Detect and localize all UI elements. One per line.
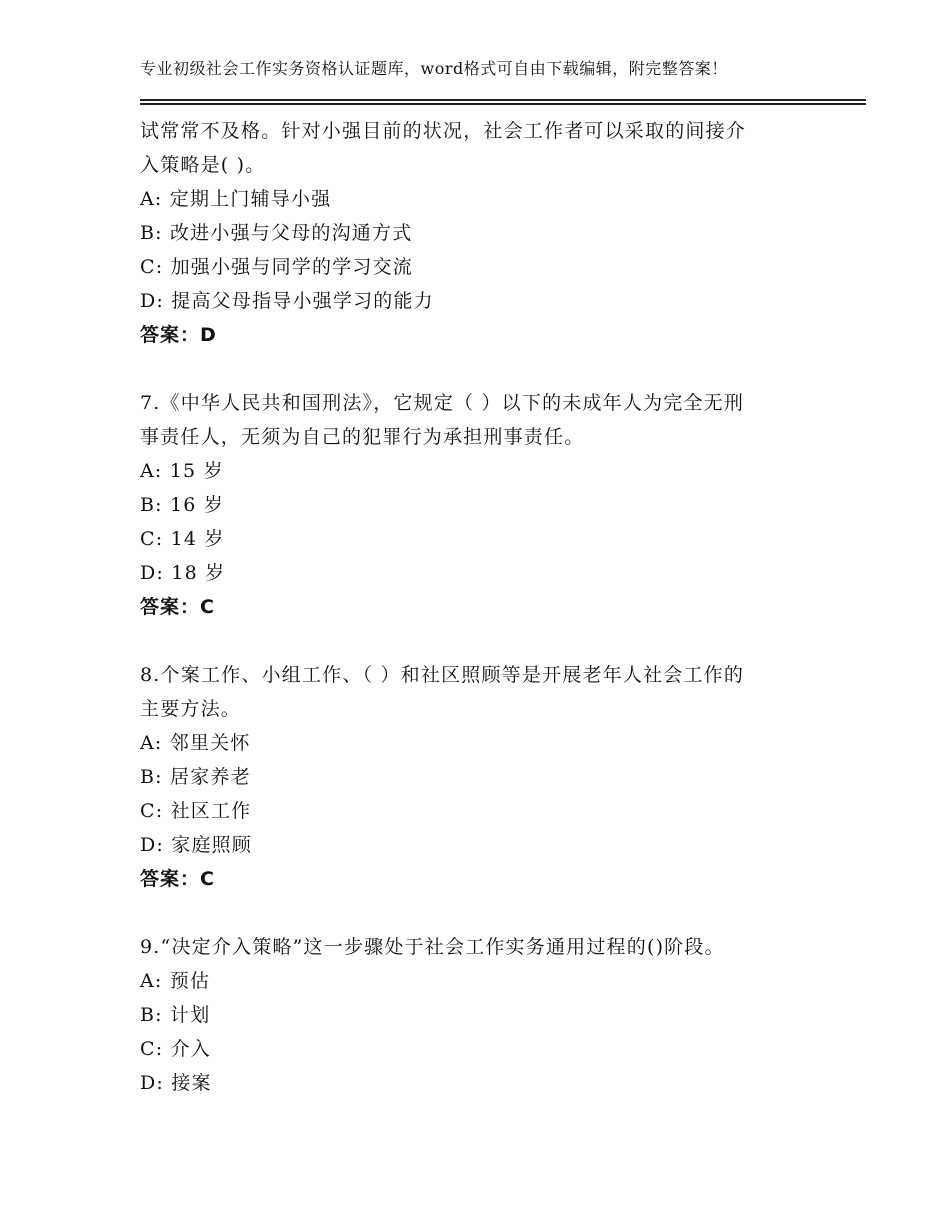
header-rule-top xyxy=(140,99,866,101)
option-a: A: 15 岁 xyxy=(140,460,224,482)
question-6 xyxy=(140,114,840,352)
option-b: B: 16 岁 xyxy=(140,494,225,516)
question-8 xyxy=(140,658,840,896)
option-d: D: 家庭照顾 xyxy=(140,834,253,856)
question-stem-line: 主要方法。 xyxy=(140,698,242,720)
question-stem-line: 9.“决定介入策略”这一步骤处于社会工作实务通用过程的()阶段。 xyxy=(140,936,725,958)
option-a: A: 定期上门辅导小强 xyxy=(140,188,332,210)
question-9 xyxy=(140,930,840,1100)
question-stem-line: 试常常不及格。针对小强目前的状况，社会工作者可以采取的间接介 xyxy=(140,120,747,142)
spacer xyxy=(140,624,840,658)
option-d: D: 提高父母指导小强学习的能力 xyxy=(140,290,434,312)
spacer xyxy=(140,352,840,386)
option-b: B: 计划 xyxy=(140,1004,211,1026)
question-stem-line: 事责任人，无须为自己的犯罪行为承担刑事责任。 xyxy=(140,426,585,448)
question-content xyxy=(140,114,840,1100)
option-c: C: 加强小强与同学的学习交流 xyxy=(140,256,413,278)
option-b: B: 居家养老 xyxy=(140,766,251,788)
option-d: D: 18 岁 xyxy=(140,562,226,584)
question-stem-line: 7.《中华人民共和国刑法》，它规定（ ）以下的未成年人为完全无刑 xyxy=(140,392,745,414)
answer-label: 答案：D xyxy=(140,324,217,346)
option-b: B: 改进小强与父母的沟通方式 xyxy=(140,222,413,244)
answer-label: 答案：C xyxy=(140,868,215,890)
option-a: A: 邻里关怀 xyxy=(140,732,251,754)
option-d: D: 接案 xyxy=(140,1072,212,1094)
option-c: C: 社区工作 xyxy=(140,800,252,822)
question-stem-line: 8.个案工作、小组工作、（ ）和社区照顾等是开展老年人社会工作的 xyxy=(140,664,745,686)
spacer xyxy=(140,896,840,930)
answer-label: 答案：C xyxy=(140,596,215,618)
page-header: 专业初级社会工作实务资格认证题库，word格式可自由下载编辑，附完整答案！ xyxy=(140,59,728,78)
question-7 xyxy=(140,386,840,624)
option-c: C: 介入 xyxy=(140,1038,211,1060)
option-c: C: 14 岁 xyxy=(140,528,225,550)
option-a: A: 预估 xyxy=(140,970,211,992)
header-rule-bottom xyxy=(140,103,866,105)
question-stem-line: 入策略是( )。 xyxy=(140,154,266,176)
